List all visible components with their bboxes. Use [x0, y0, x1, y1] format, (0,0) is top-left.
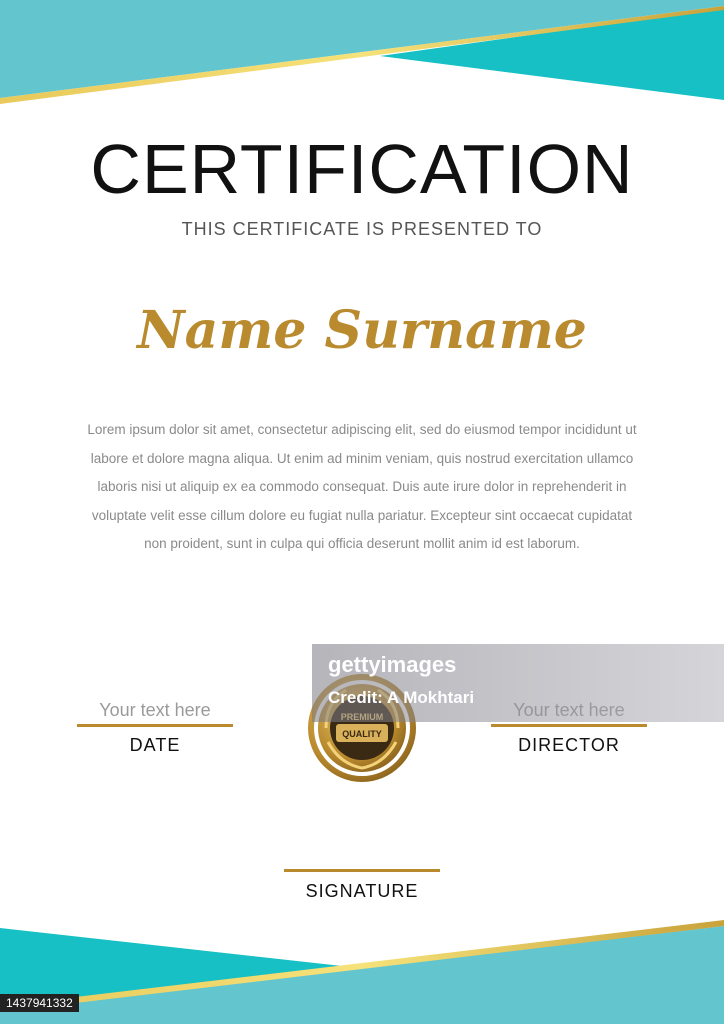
image-id-badge: 1437941332 — [0, 994, 79, 1012]
watermark-credit: Credit: A Mokhtari — [328, 688, 475, 707]
signature-label: SIGNATURE — [305, 881, 419, 901]
date-field — [77, 698, 233, 756]
recipient-name: Name Surname — [137, 300, 587, 361]
date-label: DATE — [129, 735, 181, 755]
watermark-brand: gettyimages — [328, 652, 457, 677]
seal-line2: QUALITY — [342, 729, 382, 739]
date-underline — [77, 724, 233, 727]
signature-underline — [284, 869, 440, 872]
date-value: Your text here — [99, 700, 211, 720]
director-underline — [491, 724, 647, 727]
certificate-subtitle: THIS CERTIFICATE IS PRESENTED TO — [181, 219, 543, 239]
certificate-body: Lorem ipsum dolor sit amet, consectetur adipiscing elit, sed do eiusmod tempor incididunt ut labore et dolore magna aliqua. Ut enim ad minim veniam, quis nostrud exercitation ullamco laboris nisi ut aliquip ex ea commodo consequat. Duis aute irure dolor in reprehenderit in voluptate velit esse cillum dolore eu fugiat nulla pariatur. Excepteur sint occaecat cupidatat non proident, sunt in culpa qui officia deserunt mollit anim id est laborum. — [87, 422, 637, 551]
director-label: DIRECTOR — [518, 735, 620, 755]
certificate-title: CERTIFICATION — [90, 130, 634, 208]
